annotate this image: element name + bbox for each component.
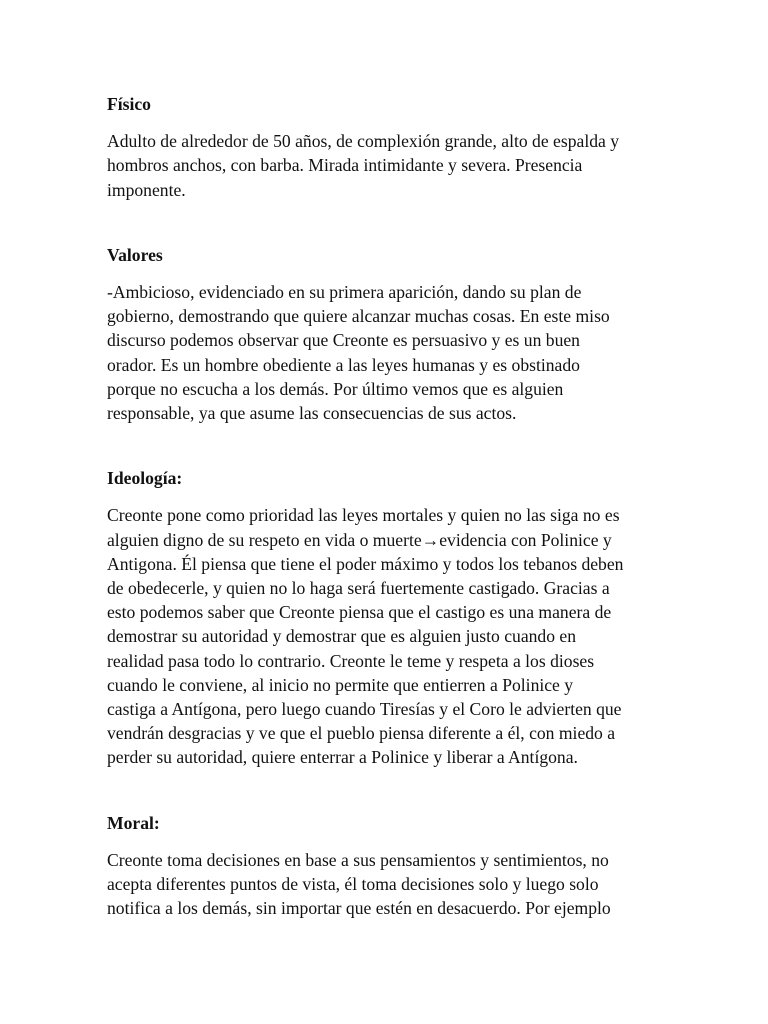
- text-line: hombros anchos, con barba. Mirada intimidante y severa. Presencia: [107, 155, 583, 176]
- text-line: vendrán desgracias y ve que el pueblo piensa diferente a él, con miedo a: [107, 723, 616, 744]
- section-paragraph: [107, 503, 667, 769]
- text-line: responsable, ya que asume las consecuencias de sus actos.: [107, 403, 517, 424]
- text-line: realidad pasa todo lo contrario. Creonte le teme y respeta a los dioses: [107, 650, 595, 671]
- text-line: Creonte pone como prioridad las leyes mortales y quien no las siga no es: [107, 505, 620, 526]
- section-gap: [107, 202, 667, 243]
- section-gap: [107, 425, 667, 466]
- text-line: demostrar su autoridad y demostrar que es alguien justo cuando en: [107, 626, 577, 647]
- text-line: gobierno, demostrando que quiere alcanzar muchas cosas. En este miso: [107, 306, 610, 327]
- text-line: -Ambicioso, evidenciado en su primera aparición, dando su plan de: [107, 282, 582, 303]
- section-fisico: [107, 92, 667, 202]
- text-line: castiga a Antígona, pero luego cuando Tiresías y el Coro le advierten que: [107, 699, 622, 720]
- text-line: Adulto de alrededor de 50 años, de complexión grande, alto de espalda y: [107, 131, 620, 152]
- text-line: de obedecerle, y quien no lo haga será fuertemente castigado. Gracias a: [107, 578, 610, 599]
- section-paragraph: [107, 280, 667, 425]
- text-line: acepta diferentes puntos de vista, él toma decisiones solo y luego solo: [107, 874, 599, 895]
- text-line: Creonte toma decisiones en base a sus pensamientos y sentimientos, no: [107, 849, 609, 870]
- section-valores: [107, 243, 667, 425]
- text-line: esto podemos saber que Creonte piensa que el castigo es una manera de: [107, 602, 612, 623]
- section-heading: Moral:: [107, 812, 160, 833]
- section-paragraph: [107, 129, 667, 202]
- text-line: discurso podemos observar que Creonte es persuasivo y es un buen: [107, 330, 580, 351]
- text-line: notifica a los demás, sin importar que estén en desacuerdo. Por ejemplo: [107, 898, 611, 919]
- section-gap: [107, 770, 667, 811]
- section-paragraph: [107, 848, 667, 921]
- section-heading: Ideología:: [107, 468, 183, 489]
- document-page: [107, 92, 667, 920]
- text-line: perder su autoridad, quiere enterrar a Polinice y liberar a Antígona.: [107, 747, 578, 768]
- section-heading: Valores: [107, 244, 163, 265]
- section-ideologia: [107, 466, 667, 769]
- text-line: orador. Es un hombre obediente a las leyes humanas y es obstinado: [107, 354, 580, 375]
- text-line: imponente.: [107, 179, 186, 200]
- text-line: Antigona. Él piensa que tiene el poder máximo y todos los tebanos deben: [107, 553, 624, 574]
- text-line: cuando le conviene, al inicio no permite que entierren a Polinice y: [107, 674, 574, 695]
- text-line: porque no escucha a los demás. Por último vemos que es alguien: [107, 378, 564, 399]
- section-moral: [107, 811, 667, 921]
- text-line: alguien digno de su respeto en vida o muerte→evidencia con Polinice y: [107, 529, 612, 550]
- section-heading: Físico: [107, 94, 151, 114]
